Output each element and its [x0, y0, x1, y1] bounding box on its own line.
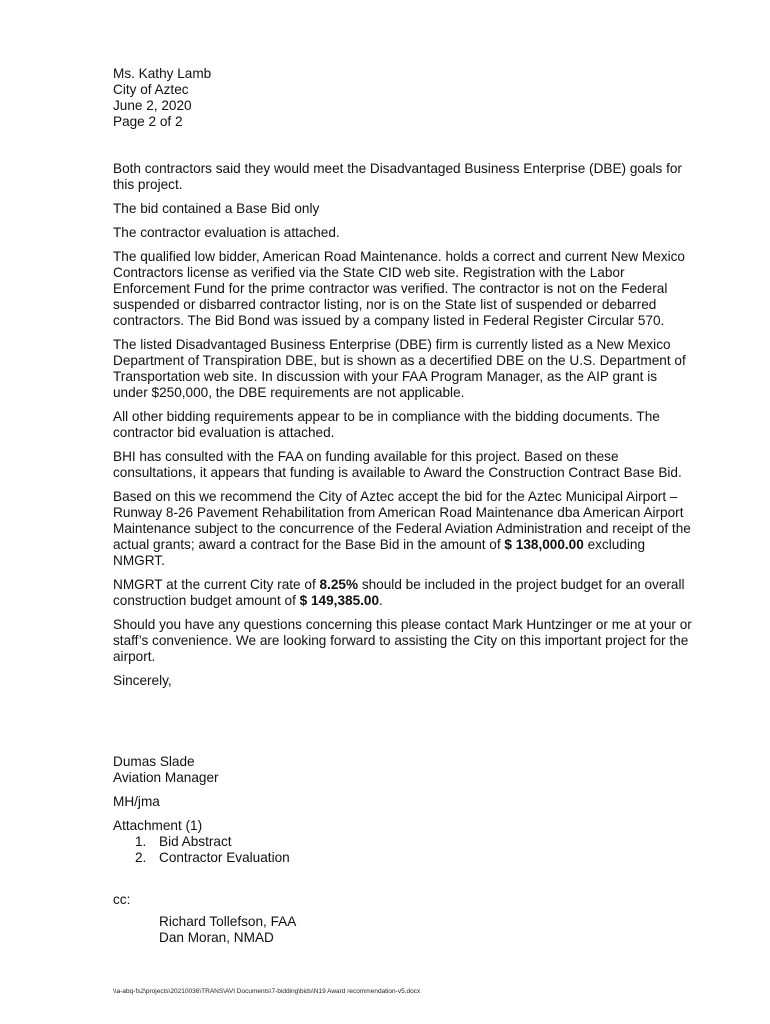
- page-number: Page 2 of 2: [113, 114, 183, 129]
- signer-name: Dumas Slade: [113, 754, 195, 769]
- attachments-block: [113, 818, 685, 866]
- letter-page: [113, 66, 692, 946]
- paragraph-dbe-goals: Both contractors said they would meet the Disadvantaged Business Enterprise (DBE) goals for this project.: [113, 161, 682, 192]
- paragraph-recommendation: Based on this we recommend the City of Aztec accept the bid for the Aztec Municipal Airport – Runway 8-26 Pavement Rehabilitation from American Road Maintenance dba American Airport Maintenance subject to the concurrence of the Federal Aviation Administration and receipt of the actual grants; award a contract for the Base Bid in the amount of $ 138,000.00 excluding NMGRT.: [113, 489, 691, 568]
- attachments-label: Attachment (1): [113, 818, 203, 833]
- paragraph-compliance: All other bidding requirements appear to be in compliance with the bidding documents. The contractor bid evaluation is attached.: [113, 409, 660, 440]
- recipient-name: Ms. Kathy Lamb: [113, 66, 212, 81]
- budget-total: $ 149,385.00: [299, 593, 380, 608]
- signature-block: [113, 754, 685, 786]
- cc-block: [113, 892, 685, 946]
- list-item: 1. Bid Abstract: [135, 834, 232, 849]
- recipient-org: City of Aztec: [113, 82, 189, 97]
- signer-title: Aviation Manager: [113, 770, 219, 785]
- base-bid-amount: $ 138,000.00: [504, 537, 584, 552]
- cc-recipient: Richard Tollefson, FAA: [159, 914, 297, 929]
- attachments-list: [113, 834, 685, 866]
- document-path-footer: \\a-abq-fs2\projects\20210036\TRANS\AVI Documents\7-bidding\bids\N19 Award recommendation-v5.docx: [113, 988, 421, 995]
- paragraph-questions: Should you have any questions concerning this please contact Mark Huntzinger or me at your or staff’s convenience. We are looking forward to assisting the City on this important project for the airport.: [113, 617, 692, 664]
- paragraph-low-bidder: The qualified low bidder, American Road Maintenance. holds a correct and current New Mexico Contractors license as verified via the State CID web site. Registration with the Labor Enforcement Fund for the prime contractor was verified. The contractor is not on the Federal suspended or disbarred contractor listing, nor is on the State list of suspended or debarred contractors. The Bid Bond was issued by a company listed in Federal Register Circular 570.: [113, 249, 685, 328]
- closing-salutation: Sincerely,: [113, 673, 172, 688]
- paragraph-nmgrt: NMGRT at the current City rate of 8.25% should be included in the project budget for an overall construction budget amount of $ 149,385.00.: [113, 577, 685, 608]
- paragraph-evaluation: The contractor evaluation is attached.: [113, 225, 340, 240]
- cc-list: [113, 914, 685, 946]
- letter-header: [113, 66, 685, 130]
- initials: MH/jma: [113, 794, 160, 809]
- letter-date: June 2, 2020: [113, 98, 192, 113]
- cc-label: cc:: [113, 892, 131, 907]
- paragraph-base-bid: The bid contained a Base Bid only: [113, 201, 320, 216]
- tax-rate: 8.25%: [319, 577, 359, 592]
- paragraph-dbe-firm: The listed Disadvantaged Business Enterprise (DBE) firm is currently listed as a New Mexico Department of Transpiration DBE, but is shown as a decertified DBE on the U.S. Department of Transportation web site. In discussion with your FAA Program Manager, as the AIP grant is under $250,000, the DBE requirements are not applicable.: [113, 337, 686, 400]
- paragraph-funding: BHI has consulted with the FAA on funding available for this project. Based on these consultations, it appears that funding is available to Award the Construction Contract Base Bid.: [113, 449, 682, 480]
- cc-recipient: Dan Moran, NMAD: [159, 930, 274, 945]
- list-item: 2. Contractor Evaluation: [135, 850, 290, 865]
